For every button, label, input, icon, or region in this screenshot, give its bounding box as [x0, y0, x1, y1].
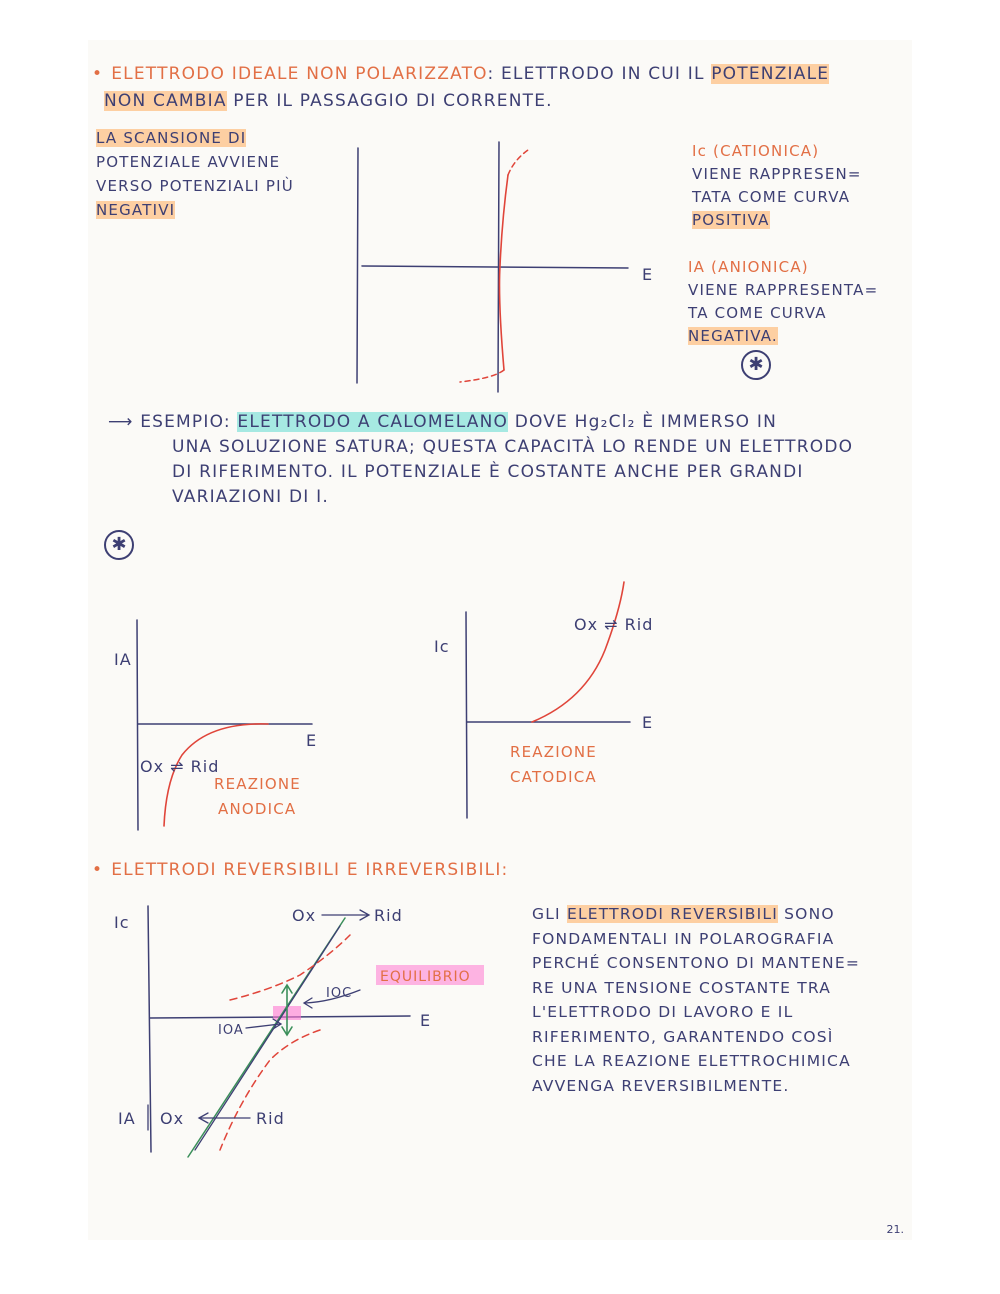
arrow-right-icon: ⟶: [108, 412, 134, 432]
reversible-graph: [114, 906, 484, 1157]
reaction-label: Ox ⇌ Rid: [140, 757, 220, 776]
axis-e-label: E: [642, 265, 654, 284]
example-line4: VARIAZIONI DI I.: [172, 487, 329, 507]
cathodic-label-line: REAZIONE: [510, 743, 597, 761]
x-axis-label: E: [306, 731, 318, 750]
x-axis: [362, 266, 628, 268]
current-curve-dashed-top: [508, 150, 528, 175]
ic-label: Ic: [114, 913, 130, 932]
vertical-line: [498, 142, 499, 392]
asterisk-circle-icon: ✱: [104, 530, 134, 560]
section1-line2-highlight: NON CAMBIA: [104, 91, 227, 111]
bullet: •: [92, 860, 104, 880]
y-axis: [137, 620, 138, 830]
para-line: FONDAMENTALI IN POLAROGRAFIA: [532, 929, 835, 948]
section1-line2-text: PER IL PASSAGGIO DI CORRENTE.: [226, 91, 553, 111]
para-line: RIFERIMENTO, GARANTENDO COSÌ: [532, 1027, 834, 1046]
e-label: E: [420, 1011, 432, 1030]
ic-note-line: VIENE RAPPRESEN=: [692, 165, 862, 183]
y-axis: [466, 612, 467, 818]
ox-top-label: Ox: [292, 906, 317, 925]
para-text: SONO: [778, 905, 835, 923]
ia-note-line: VIENE RAPPRESENTA=: [688, 281, 879, 299]
rid-top-label: Rid: [374, 906, 403, 925]
example-line2: UNA SOLUZIONE SATURA; QUESTA CAPACITÀ LO RENDE UN ELETTRODO: [172, 437, 854, 457]
ioc-label: IOC: [326, 986, 353, 1001]
anodic-label-line: ANODICA: [218, 800, 297, 818]
x-axis-label: E: [642, 713, 654, 732]
para-line: CHE LA REAZIONE ELETTROCHIMICA: [532, 1052, 851, 1070]
para-highlight: ELETTRODI REVERSIBILI: [566, 905, 778, 923]
section1-highlight: POTENZIALE: [711, 64, 830, 84]
ideal-electrode-graph: [357, 142, 653, 392]
ia-title: IA (ANIONICA): [688, 258, 809, 276]
current-curve: [500, 175, 509, 370]
page-number: 21.: [886, 1223, 904, 1236]
para-line: PERCHÉ CONSENTONO DI MANTENE=: [532, 954, 861, 972]
ic-note-line: TATA COME CURVA: [692, 188, 851, 206]
scan-note-line: POTENZIALE AVVIENE: [96, 153, 281, 171]
section1-text: : ELETTRODO IN CUI IL: [487, 64, 712, 84]
y-axis-label: IA: [114, 650, 132, 669]
para-text: GLI: [532, 905, 567, 923]
section1-title: ELETTRODO IDEALE NON POLARIZZATO: [111, 64, 488, 84]
ic-note-line: POSITIVA: [692, 211, 770, 229]
scan-note-line: NEGATIVI: [96, 201, 176, 219]
ioa-label: IOA: [218, 1023, 244, 1038]
cathodic-graph: [434, 582, 653, 818]
example-label: ESEMPIO:: [140, 412, 231, 432]
example-highlight: ELETTRODO A CALOMELANO: [237, 412, 509, 432]
para-line: AVVENGA REVERSIBILMENTE.: [532, 1076, 790, 1095]
ox-bottom-label: Ox: [160, 1109, 185, 1128]
reaction-label: Ox ⇌ Rid: [574, 615, 654, 634]
rid-bottom-label: Rid: [256, 1109, 285, 1128]
irreversible-curve-bottom: [220, 1030, 320, 1150]
example-line3: DI RIFERIMENTO. IL POTENZIALE È COSTANTE ANCHE PER GRANDI: [172, 462, 804, 482]
cathodic-label-line: CATODICA: [510, 768, 597, 786]
scan-note-line: VERSO POTENZIALI PIÙ: [96, 177, 294, 195]
ia-label: IA: [118, 1109, 136, 1128]
ia-note-line: TA COME CURVA: [688, 304, 827, 322]
equilibrio-label: EQUILIBRIO: [380, 969, 471, 985]
ic-title: Ic (CATIONICA): [692, 142, 820, 160]
y-axis: [357, 148, 358, 383]
para-line: RE UNA TENSIONE COSTANTE TRA: [532, 978, 832, 997]
bullet: •: [92, 64, 104, 84]
y-axis-label: Ic: [434, 637, 450, 656]
section2-title: ELETTRODI REVERSIBILI E IRREVERSIBILI:: [111, 860, 509, 880]
cathodic-curve: [532, 582, 624, 722]
asterisk-circle-icon: ✱: [741, 350, 771, 380]
para-line: L'ELETTRODO DI LAVORO E IL: [532, 1003, 794, 1021]
scan-note-line: LA SCANSIONE DI: [96, 129, 247, 147]
anodic-graph: [114, 620, 317, 830]
anodic-label-line: REAZIONE: [214, 775, 301, 793]
example-text: DOVE Hg₂Cl₂ È IMMERSO IN: [508, 412, 777, 432]
ia-note-line: NEGATIVA.: [688, 327, 778, 345]
